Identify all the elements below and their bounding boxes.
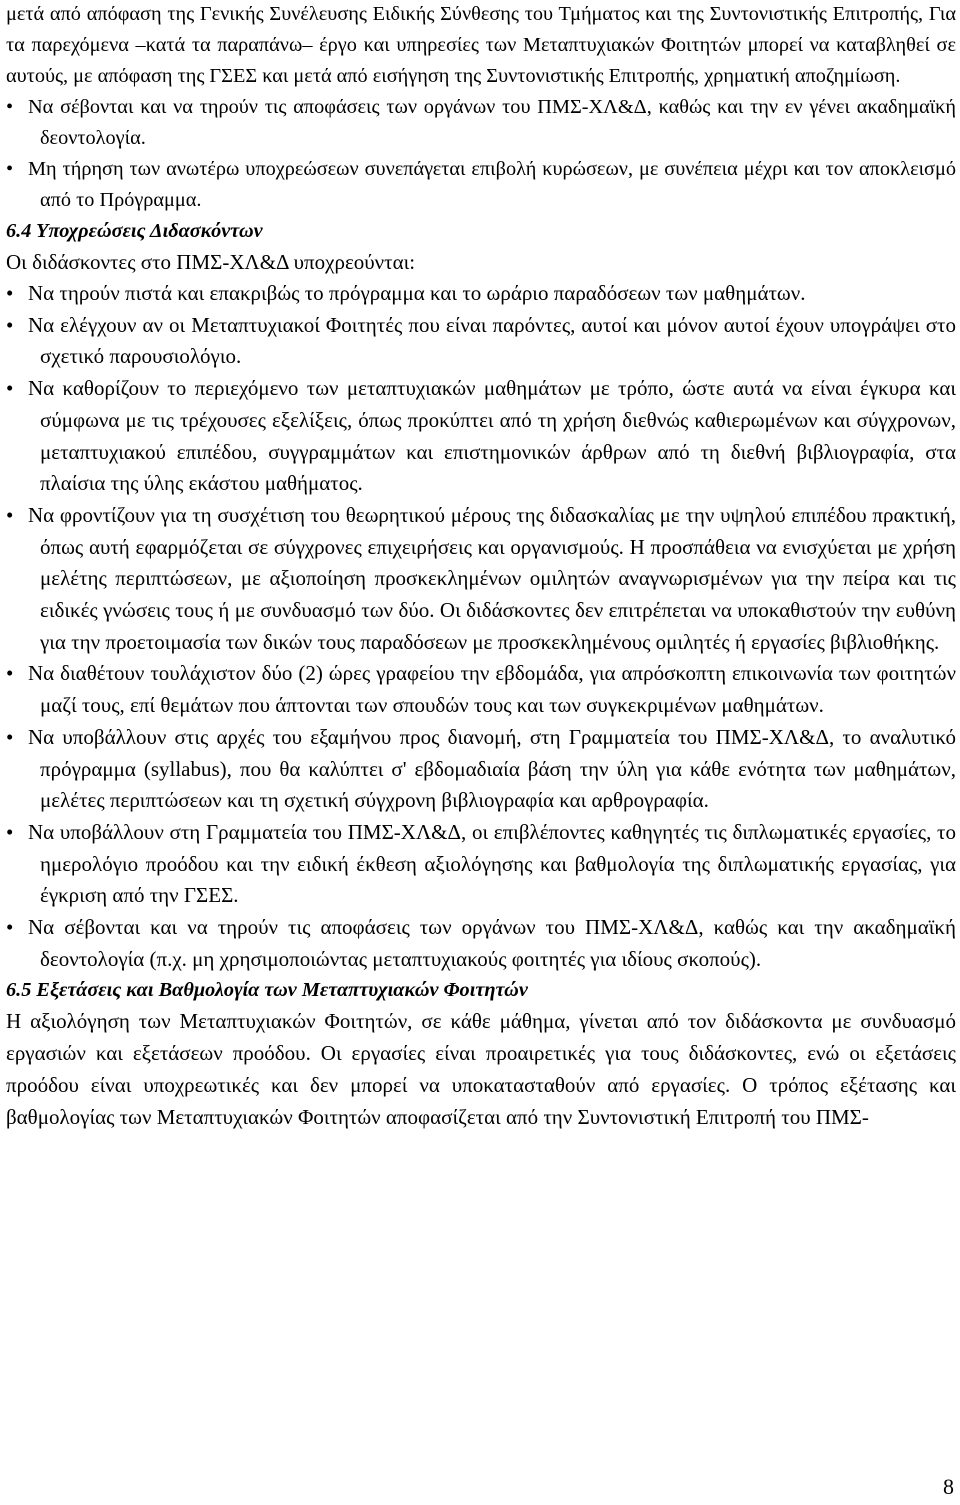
bullet-icon: • bbox=[6, 819, 14, 844]
bullet-icon: • bbox=[6, 502, 14, 527]
student-obligation-item bbox=[6, 92, 956, 154]
bullet-icon: • bbox=[6, 915, 14, 940]
bullet-icon: • bbox=[6, 661, 14, 686]
section-heading-6-5: 6.5 Εξετάσεις και Βαθμολογία των Μεταπτυχιακών Φοιτητών bbox=[6, 979, 528, 1002]
instructor-obligation-item bbox=[6, 373, 956, 500]
bullet-icon: • bbox=[6, 158, 14, 180]
instructor-obligation-item bbox=[6, 310, 956, 373]
list-item-text: Να σέβονται και να τηρούν τις αποφάσεις των οργάνων του ΠΜΣ-ΧΛ&Δ, καθώς και την ακαδημαϊκή δεοντολογία (π.χ. μη χρησιμοποιώντας μεταπτυχιακούς φοιτητές για ιδίους σκοπούς). bbox=[28, 915, 956, 971]
bullet-icon: • bbox=[6, 96, 14, 118]
instructor-obligation-item bbox=[6, 722, 956, 817]
page-number: 8 bbox=[943, 1474, 954, 1499]
section-lead-6-4: Οι διδάσκοντες στο ΠΜΣ-ΧΛ&Δ υποχρεούνται: bbox=[6, 250, 416, 274]
bullet-icon: • bbox=[6, 376, 14, 401]
list-item-text: Να υποβάλλουν στις αρχές του εξαμήνου προς διανομή, στη Γραμματεία του ΠΜΣ-ΧΛ&Δ, το αναλυτικό πρόγραμμα (syllabus), που θα καλύπτει σ' εβδομαδιαία βάση την ύλη για κάθε ενότητα των μαθημάτων, μελέτες περιπτώσεων και τη σχετική σύγχρονη βιβλιογραφία και αρθρογραφία. bbox=[28, 724, 956, 813]
section-body-6-5: Η αξιολόγηση των Μεταπτυχιακών Φοιτητών, σε κάθε μάθημα, γίνεται από τον διδάσκοντα με συνδυασμό εργασιών και εξετάσεων προόδου. Οι εργασίες είναι προαιρετικές για τους διδάσκοντες, ενώ οι εξετάσεις προόδου είναι υποχρεωτικές και δεν μπορεί να υποκατασταθούν από εργασίες. Ο τρόπος εξέτασης και βαθμολογίας των Μεταπτυχιακών Φοιτητών αποφασίζεται από την Συντονιστική Επιτροπή του ΠΜΣ- bbox=[6, 1009, 956, 1129]
bullet-icon: • bbox=[6, 724, 14, 749]
list-item-text: Να ελέγχουν αν οι Μεταπτυχιακοί Φοιτητές που είναι παρόντες, αυτοί και μόνον αυτοί έχουν υπογράψει στο σχετικό παρουσιολόγιο. bbox=[28, 312, 956, 369]
list-item-text: Να υποβάλλουν στη Γραμματεία του ΠΜΣ-ΧΛ&Δ, οι επιβλέποντες καθηγητές τις διπλωματικές εργασίες, το ημερολόγιο προόδου και την ειδική έκθεση αξιολόγησης και βαθμολογία της διπλωματικής εργασίας, για έγκριση από την ΓΣΕΣ. bbox=[28, 819, 956, 908]
list-item-text: Να διαθέτουν τουλάχιστον δύο (2) ώρες γραφείου την εβδομάδα, για απρόσκοπτη επικοινωνία των φοιτητών μαζί τους, επί θεμάτων που άπτονται των σπουδών τους και των συγκεκριμένων μαθημάτων. bbox=[28, 661, 956, 718]
section-heading-6-4: 6.4 Υποχρεώσεις Διδασκόντων bbox=[6, 220, 263, 242]
list-item-text: Να τηρούν πιστά και επακριβώς το πρόγραμμα και το ωράριο παραδόσεων των μαθημάτων. bbox=[28, 281, 806, 305]
list-item-text: Να φροντίζουν για τη συσχέτιση του θεωρητικού μέρους της διδασκαλίας με την υψηλού επιπέδου πρακτική, όπως αυτή εφαρμόζεται σε σύγχρονες επιχειρήσεις και οργανισμούς. Η προσπάθεια να ενισχύεται με χρήση μελέτης περιπτώσεων, με αξιοποίηση προσκεκλημένων ομιλητών αναγνωρισμένων για την πείρα και τις ειδικές γνώσεις τους ή με συνδυασμό των δύο. Οι διδάσκοντες δεν επιτρέπεται να υποκαθιστούν την ευθύνη για την προετοιμασία των δικών τους παραδόσεων με προσκεκλημένους ομιλητές ή εργασίες βιβλιοθήκης. bbox=[28, 502, 956, 654]
bullet-icon: • bbox=[6, 312, 14, 337]
instructor-obligation-item bbox=[6, 912, 956, 975]
list-item-text: Να καθορίζουν το περιεχόμενο των μεταπτυχιακών μαθημάτων με τρόπο, ώστε αυτά να είναι έγκυρα και σύμφωνα με τις τρέχουσες εξελίξεις, όπως προκύπτει από τη χρήση διεθνώς καθιερωμένων και σύγχρονων, μεταπτυχιακού επιπέδου, συγγραμμάτων και επιστημονικών άρθρων από τη διεθνή βιβλιογραφία, στα πλαίσια της ύλης εκάστου μαθήματος. bbox=[28, 376, 956, 496]
intro-paragraph: μετά από απόφαση της Γενικής Συνέλευσης Ειδικής Σύνθεσης του Τμήματος και της Συντονιστικής Επιτροπής, Για τα παρεχόμενα –κατά τα παραπάνω– έργο και υπηρεσίες των Μεταπτυχιακών Φοιτητών μπορεί να καταβληθεί σε αυτούς, με απόφαση της ΓΣΕΣ και μετά από εισήγηση της Συντονιστικής Επιτροπής, χρηματική αποζημίωση. bbox=[6, 3, 956, 87]
document-page bbox=[6, 0, 956, 1133]
student-obligation-item bbox=[6, 154, 956, 216]
instructor-obligation-item bbox=[6, 278, 956, 310]
instructor-obligation-item bbox=[6, 817, 956, 912]
bullet-icon: • bbox=[6, 281, 14, 305]
instructor-obligation-item bbox=[6, 500, 956, 659]
list-item-text: Να σέβονται και να τηρούν τις αποφάσεις των οργάνων του ΠΜΣ-ΧΛ&Δ, καθώς και την εν γένει ακαδημαϊκή δεοντολογία. bbox=[28, 96, 956, 149]
list-item-text: Μη τήρηση των ανωτέρω υποχρεώσεων συνεπάγεται επιβολή κυρώσεων, με συνέπεια μέχρι και τον αποκλεισμό από το Πρόγραμμα. bbox=[28, 158, 956, 211]
instructor-obligation-item bbox=[6, 658, 956, 721]
